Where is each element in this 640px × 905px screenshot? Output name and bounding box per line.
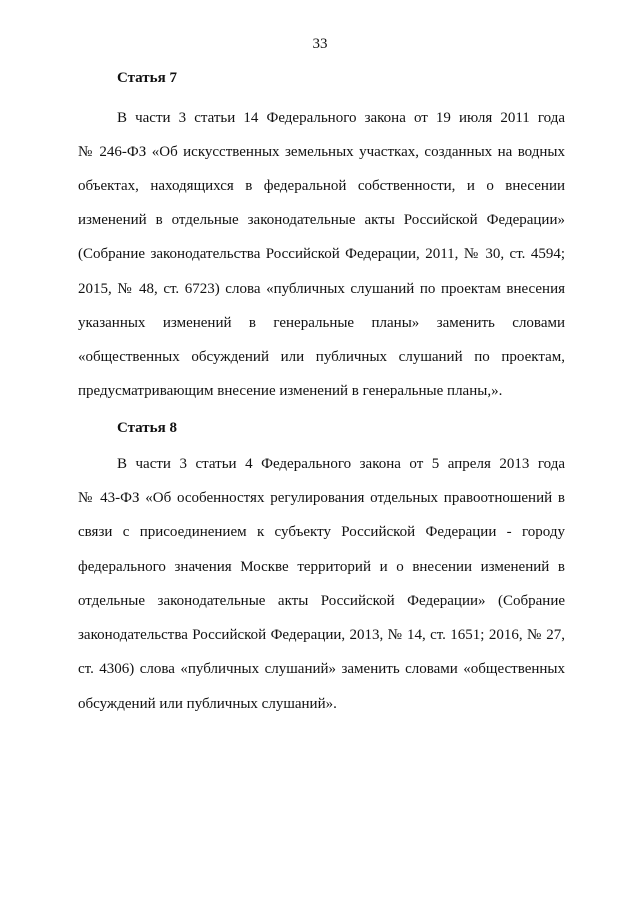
article-7-heading: Статья 7 [117, 70, 177, 86]
article-7-line-2: № 246-ФЗ «Об искусственных земельных участках, созданных на водных [78, 144, 565, 160]
article-7-line-4: изменений в отдельные законодательные акты Российской Федерации» [78, 212, 565, 228]
article-7-line-6: 2015, № 48, ст. 6723) слова «публичных слушаний по проектам внесения [78, 281, 565, 297]
article-7-line-1: В части 3 статьи 14 Федерального закона от 19 июля 2011 года [117, 110, 565, 126]
article-8-line-7: ст. 4306) слова «публичных слушаний» заменить словами «общественных [78, 661, 565, 677]
article-7-line-3: объектах, находящихся в федеральной собственности, и о внесении [78, 178, 565, 194]
article-8-line-5: отдельные законодательные акты Российской Федерации» (Собрание [78, 593, 565, 609]
article-8-line-6: законодательства Российской Федерации, 2013, № 14, ст. 1651; 2016, № 27, [78, 627, 565, 643]
page-number: 33 [312, 36, 328, 52]
article-7-line-7: указанных изменений в генеральные планы» заменить словами [78, 315, 565, 331]
article-8-line-1: В части 3 статьи 4 Федерального закона от 5 апреля 2013 года [117, 456, 565, 472]
article-8-line-2: № 43-ФЗ «Об особенностях регулирования отдельных правоотношений в [78, 490, 565, 506]
article-8-line-4: федерального значения Москве территорий и о внесении изменений в [78, 559, 565, 575]
article-7-line-9: предусматривающим внесение изменений в генеральные планы,». [78, 383, 503, 399]
article-7-line-5: (Собрание законодательства Российской Федерации, 2011, № 30, ст. 4594; [78, 246, 565, 262]
article-8-heading: Статья 8 [117, 420, 177, 436]
article-8-line-3: связи с присоединением к субъекту Российской Федерации - городу [78, 524, 565, 540]
article-7-line-8: «общественных обсуждений или публичных слушаний по проектам, [78, 349, 565, 365]
article-8-line-8: обсуждений или публичных слушаний». [78, 696, 337, 712]
